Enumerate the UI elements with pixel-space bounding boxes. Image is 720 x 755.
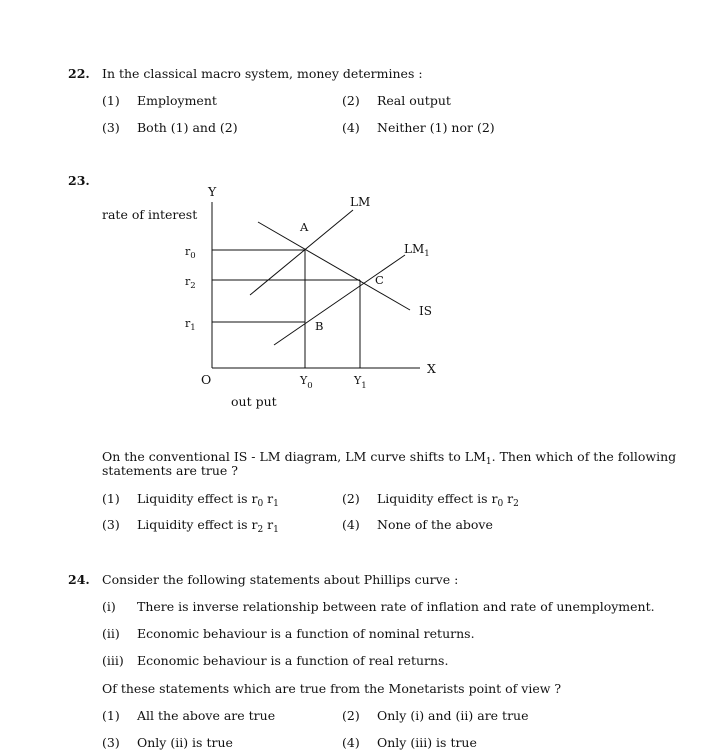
q23-option-4-text: None of the above (377, 517, 493, 532)
q23-option-3-text: Liquidity effect is $r_2$ $r_1$ (137, 517, 279, 535)
q24-option-1-num: (1) (102, 708, 120, 723)
lm-label: LM (350, 195, 371, 209)
x-caption: out put (231, 394, 277, 409)
y-axis-label: Y (208, 184, 217, 199)
lm1-label: $LM_1$ (404, 242, 430, 259)
q24-option-2-text: Only (i) and (ii) are true (377, 708, 529, 723)
q22-option-1-num: (1) (102, 93, 120, 108)
q22-option-1-text: Employment (137, 93, 217, 108)
q24-question: Of these statements which are true from the Monetarists point of view ? (102, 681, 562, 696)
q22-number: 22. (68, 66, 90, 81)
origin-label: O (201, 372, 212, 387)
q24-statement-ii-num: (ii) (102, 626, 120, 641)
q22-text: In the classical macro system, money determines : (102, 66, 423, 81)
q23-text-line2: statements are true ? (102, 463, 238, 478)
r1-label: $r_1$ (185, 317, 196, 333)
q24-option-4-text: Only (iii) is true (377, 735, 477, 750)
point-b-label: B (315, 319, 324, 333)
q24-number: 24. (68, 572, 90, 587)
q23-option-3-num: (3) (102, 517, 120, 532)
y-caption: rate of interest (102, 207, 198, 222)
q22-option-3-num: (3) (102, 120, 120, 135)
q24-statement-iii-num: (iii) (102, 653, 124, 668)
q23-option-1-num: (1) (102, 491, 120, 506)
q24-option-3-text: Only (ii) is true (137, 735, 233, 750)
q22-option-4-text: Neither (1) nor (2) (377, 120, 495, 135)
point-a-label: A (300, 220, 309, 234)
q24-statement-i-num: (i) (102, 599, 116, 614)
y1-label: $Y_1$ (354, 374, 367, 391)
point-c-label: C (375, 273, 384, 287)
q24-statement-i-text: There is inverse relationship between rate of inflation and rate of unemployment. (137, 599, 655, 614)
q24-option-1-text: All the above are true (137, 708, 276, 723)
is-label: IS (419, 304, 432, 318)
q22-option-2-num: (2) (342, 93, 360, 108)
q23-option-2-text: Liquidity effect is $r_0$ $r_2$ (377, 491, 519, 509)
q22-option-2-text: Real output (377, 93, 451, 108)
q23-option-2-num: (2) (342, 491, 360, 506)
x-axis-label: X (427, 361, 436, 376)
is-curve (258, 222, 410, 310)
y0-label: $Y_0$ (300, 374, 313, 391)
lm1-curve (274, 255, 405, 345)
q24-statement-ii-text: Economic behaviour is a function of nominal returns. (137, 626, 475, 641)
q24-statement-iii-text: Economic behaviour is a function of real returns. (137, 653, 449, 668)
q23-option-4-num: (4) (342, 517, 360, 532)
q24-text: Consider the following statements about Phillips curve : (102, 572, 459, 587)
q24-option-4-num: (4) (342, 735, 360, 750)
r2-label: $r_2$ (185, 275, 196, 291)
q22-option-4-num: (4) (342, 120, 360, 135)
q23-option-1-text: Liquidity effect is $r_0$ $r_1$ (137, 491, 279, 509)
q24-option-2-num: (2) (342, 708, 360, 723)
q23-number: 23. (68, 173, 90, 188)
q22-option-3-text: Both (1) and (2) (137, 120, 238, 135)
q24-option-3-num: (3) (102, 735, 120, 750)
q23-text-line1: On the conventional IS - LM diagram, LM curve shifts to $LM_1$. Then which of the following (102, 449, 677, 467)
r0-label: $r_0$ (185, 245, 196, 261)
